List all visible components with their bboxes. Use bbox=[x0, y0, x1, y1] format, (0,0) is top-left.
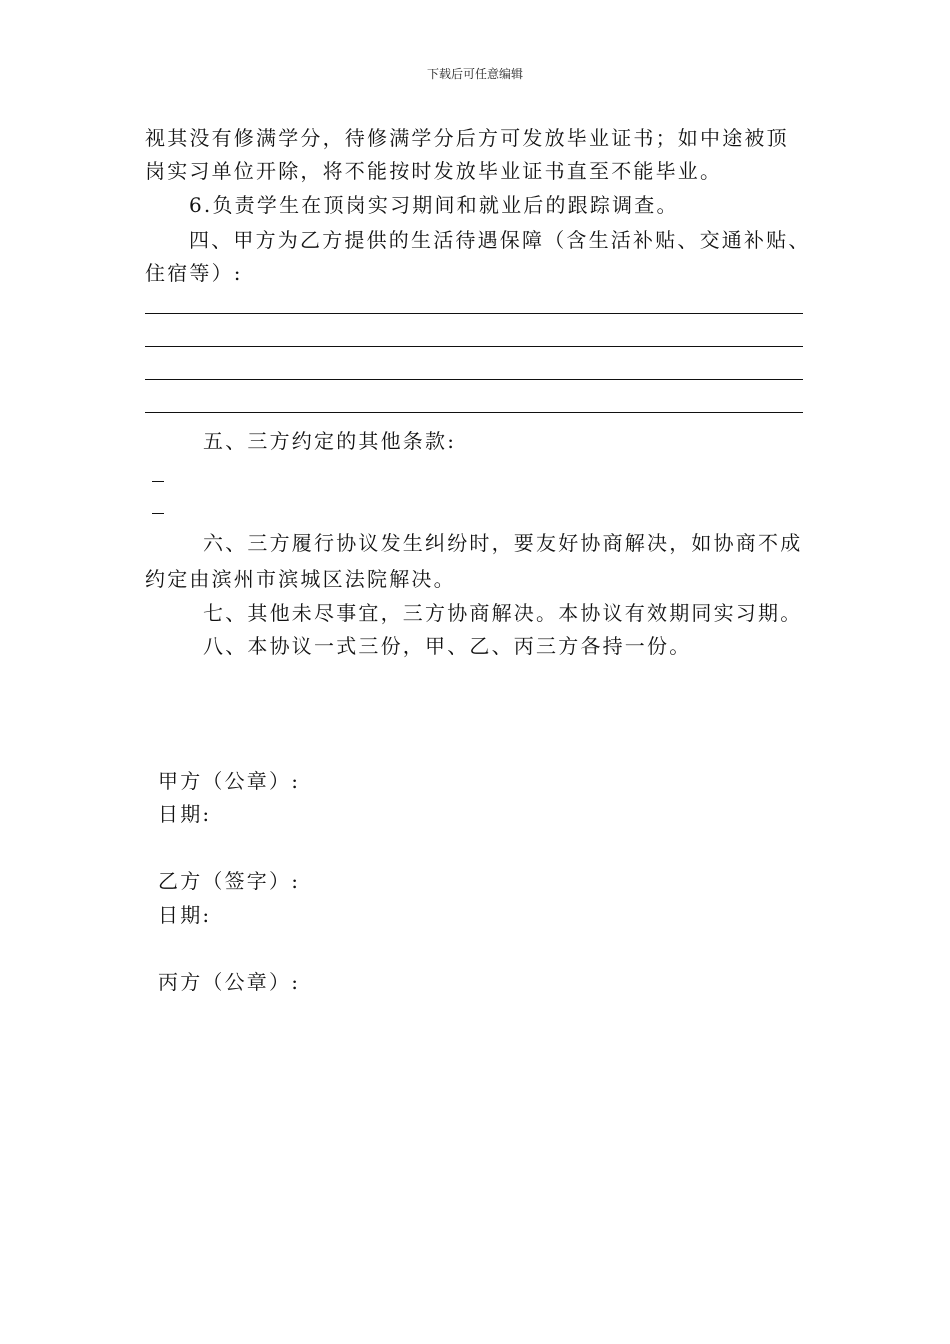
party-c-seal-label: 丙方（公章）: bbox=[158, 970, 301, 994]
party-a-seal-label: 甲方（公章）: bbox=[158, 769, 301, 793]
paragraph-line: 岗实习单位开除，将不能按时发放毕业证书直至不能毕业。 bbox=[145, 159, 723, 183]
fill-in-line bbox=[145, 313, 803, 314]
fill-in-dash bbox=[152, 481, 164, 482]
party-b-signature-label: 乙方（签字）: bbox=[158, 869, 301, 893]
section-7: 七、其他未尽事宜，三方协商解决。本协议有效期同实习期。 bbox=[203, 601, 803, 625]
section-6: 六、三方履行协议发生纠纷时，要友好协商解决，如协商不成 bbox=[203, 531, 803, 555]
party-b-date-label: 日期: bbox=[158, 903, 212, 927]
section-8: 八、本协议一式三份，甲、乙、丙三方各持一份。 bbox=[203, 634, 692, 658]
section-6-cont: 约定由滨州市滨城区法院解决。 bbox=[145, 567, 456, 591]
section-4-title-cont: 住宿等）: bbox=[145, 261, 243, 285]
fill-in-line bbox=[145, 346, 803, 347]
section-5-title: 五、三方约定的其他条款: bbox=[203, 429, 457, 453]
paragraph-line: 视其没有修满学分，待修满学分后方可发放毕业证书；如中途被顶 bbox=[145, 126, 789, 150]
fill-in-line bbox=[145, 412, 803, 413]
party-a-date-label: 日期: bbox=[158, 802, 212, 826]
section-4-title: 四、甲方为乙方提供的生活待遇保障（含生活补贴、交通补贴、 bbox=[189, 228, 811, 252]
fill-in-dash bbox=[152, 513, 164, 514]
header-note: 下载后可任意编辑 bbox=[426, 67, 523, 81]
fill-in-line bbox=[145, 379, 803, 380]
item-6: 6.负责学生在顶岗实习期间和就业后的跟踪调查。 bbox=[189, 193, 679, 217]
